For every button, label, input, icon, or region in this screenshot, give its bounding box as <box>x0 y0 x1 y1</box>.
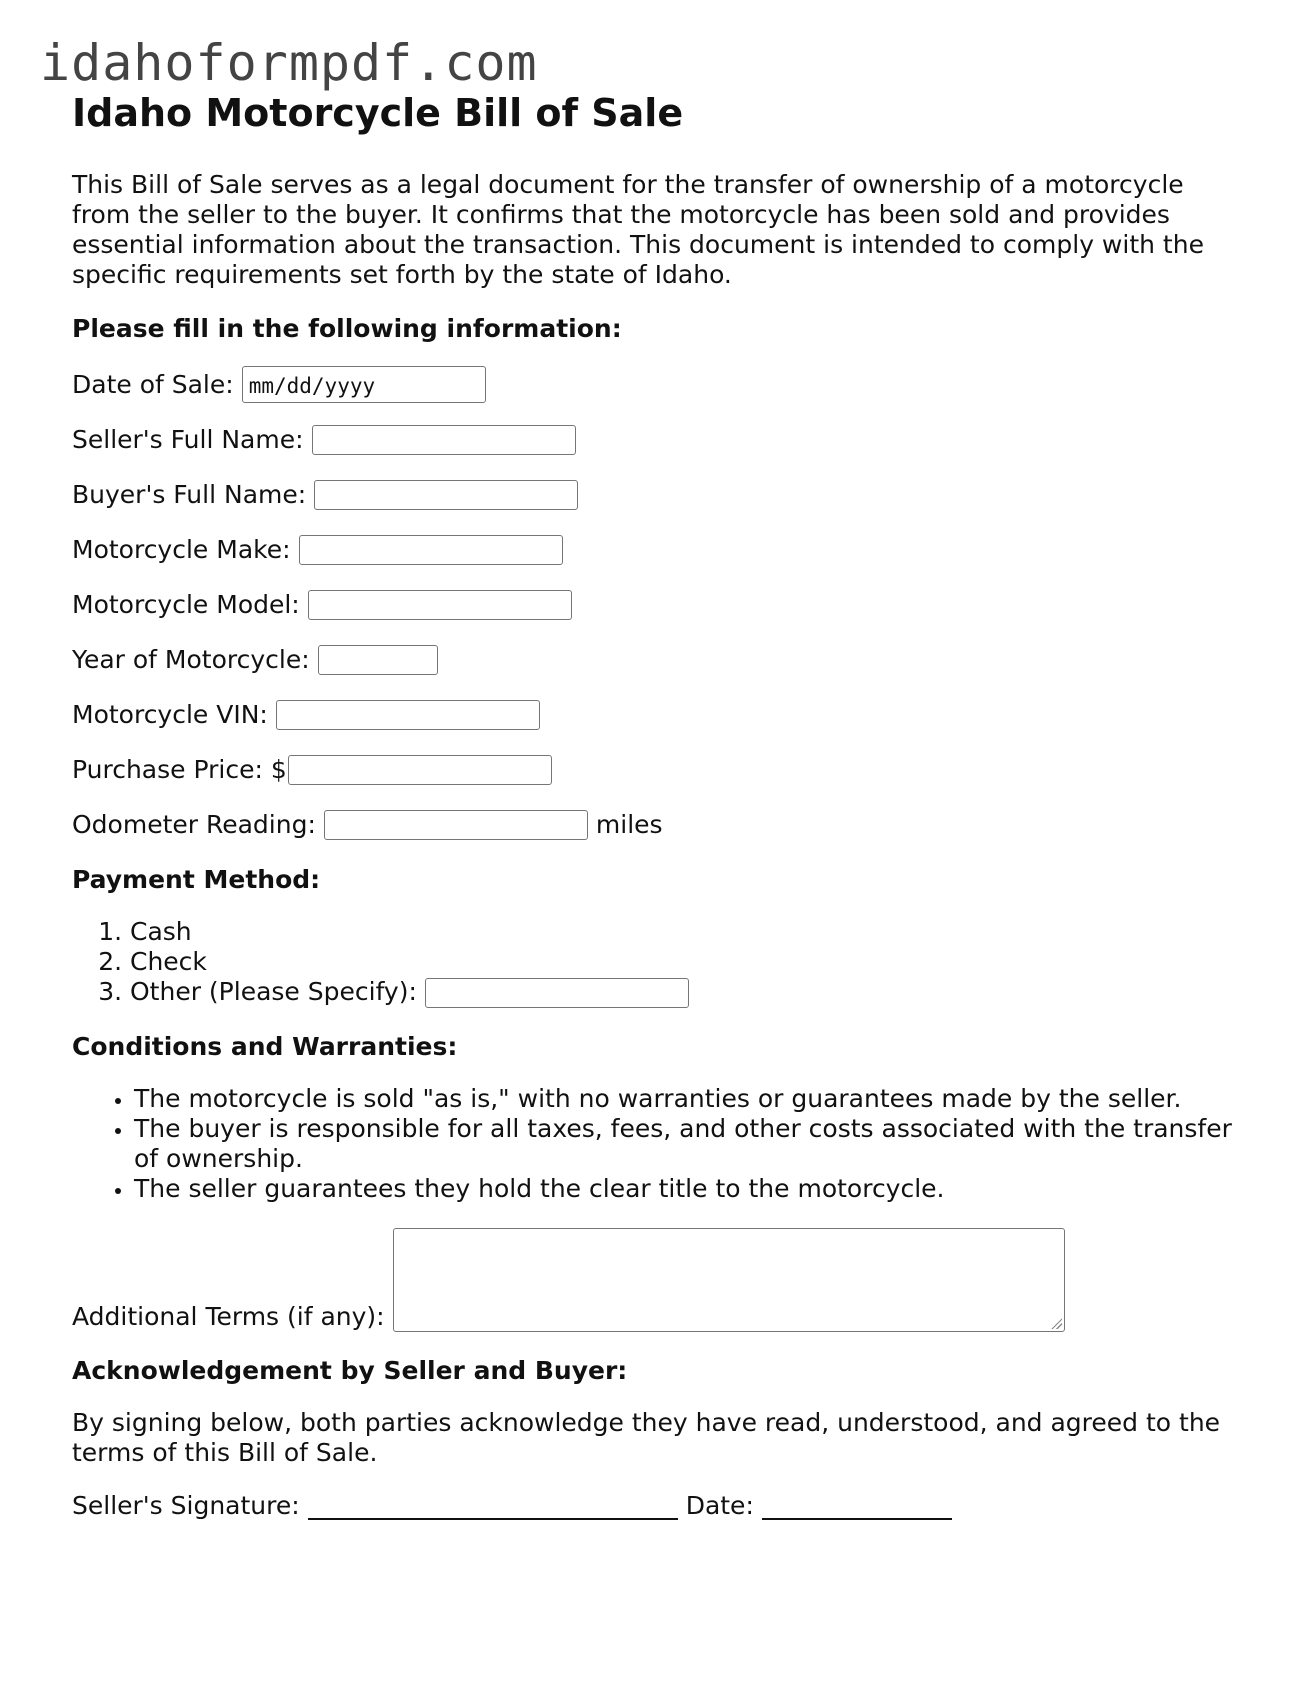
seller-name-label: Seller's Full Name: <box>72 425 304 454</box>
model-label: Motorcycle Model: <box>72 590 300 619</box>
model-row <box>72 590 1232 620</box>
page-title: Idaho Motorcycle Bill of Sale <box>72 91 684 135</box>
make-row <box>72 535 1232 565</box>
date-of-sale-row <box>72 366 1232 403</box>
payment-option-other: 3. Other (Please Specify): <box>130 977 1232 1008</box>
condition-item: • The buyer is responsible for all taxes, fees, and other costs associated with the transfer of ownership. <box>134 1114 1232 1174</box>
price-input[interactable] <box>288 755 552 785</box>
conditions-heading: Conditions and Warranties: <box>72 1032 458 1061</box>
payment-method-list <box>72 917 1232 1008</box>
odometer-input[interactable] <box>324 810 588 840</box>
signature-date-line[interactable] <box>762 1492 952 1520</box>
condition-item: • The motorcycle is sold "as is," with no warranties or guarantees made by the seller. <box>134 1084 1232 1114</box>
bill-of-sale-form <box>72 88 1232 1521</box>
resize-handle-icon[interactable] <box>1050 1317 1062 1329</box>
seller-name-input[interactable] <box>312 425 576 455</box>
odometer-unit: miles <box>595 810 663 839</box>
vin-row <box>72 700 1232 730</box>
intro-paragraph: This Bill of Sale serves as a legal document for the transfer of ownership of a motorcycle from the seller to the buyer. It confirms that the motorcycle has been sold and provides essential information about the transaction. This document is intended to comply with the specific requirements set forth by the state of Idaho. <box>72 170 1204 289</box>
buyer-name-label: Buyer's Full Name: <box>72 480 307 509</box>
payment-other-input[interactable] <box>425 978 689 1008</box>
vin-input[interactable] <box>276 700 540 730</box>
additional-terms-label: Additional Terms (if any): <box>72 1302 385 1331</box>
vin-label: Motorcycle VIN: <box>72 700 268 729</box>
make-label: Motorcycle Make: <box>72 535 291 564</box>
site-watermark: idahoformpdf.com <box>40 34 538 92</box>
condition-item: • The seller guarantees they hold the clear title to the motorcycle. <box>134 1174 1232 1204</box>
buyer-name-row <box>72 480 1232 510</box>
conditions-list <box>72 1084 1232 1204</box>
seller-signature-line[interactable] <box>308 1492 678 1520</box>
additional-terms-row <box>72 1228 1232 1332</box>
year-label: Year of Motorcycle: <box>72 645 310 674</box>
seller-signature-label: Seller's Signature: <box>72 1491 300 1520</box>
info-heading: Please fill in the following information: <box>72 314 622 343</box>
price-label: Purchase Price: $ <box>72 755 287 784</box>
year-row <box>72 645 1232 675</box>
payment-heading: Payment Method: <box>72 865 321 894</box>
payment-option-check: 2. Check <box>130 947 1232 977</box>
signature-row <box>72 1491 1232 1521</box>
price-row <box>72 755 1232 785</box>
signature-date-label: Date: <box>685 1491 754 1520</box>
acknowledgement-heading: Acknowledgement by Seller and Buyer: <box>72 1356 628 1385</box>
odometer-label: Odometer Reading: <box>72 810 316 839</box>
seller-name-row <box>72 425 1232 455</box>
year-input[interactable] <box>318 645 438 675</box>
buyer-name-input[interactable] <box>314 480 578 510</box>
acknowledgement-text: By signing below, both parties acknowledge they have read, understood, and agreed to the terms of this Bill of Sale. <box>72 1408 1221 1467</box>
model-input[interactable] <box>308 590 572 620</box>
make-input[interactable] <box>299 535 563 565</box>
additional-terms-textarea[interactable] <box>393 1228 1065 1332</box>
date-of-sale-input[interactable]: mm/dd/yyyy <box>242 366 486 403</box>
odometer-row <box>72 810 1232 840</box>
date-of-sale-label: Date of Sale: <box>72 369 234 399</box>
payment-option-cash: 1. Cash <box>130 917 1232 947</box>
